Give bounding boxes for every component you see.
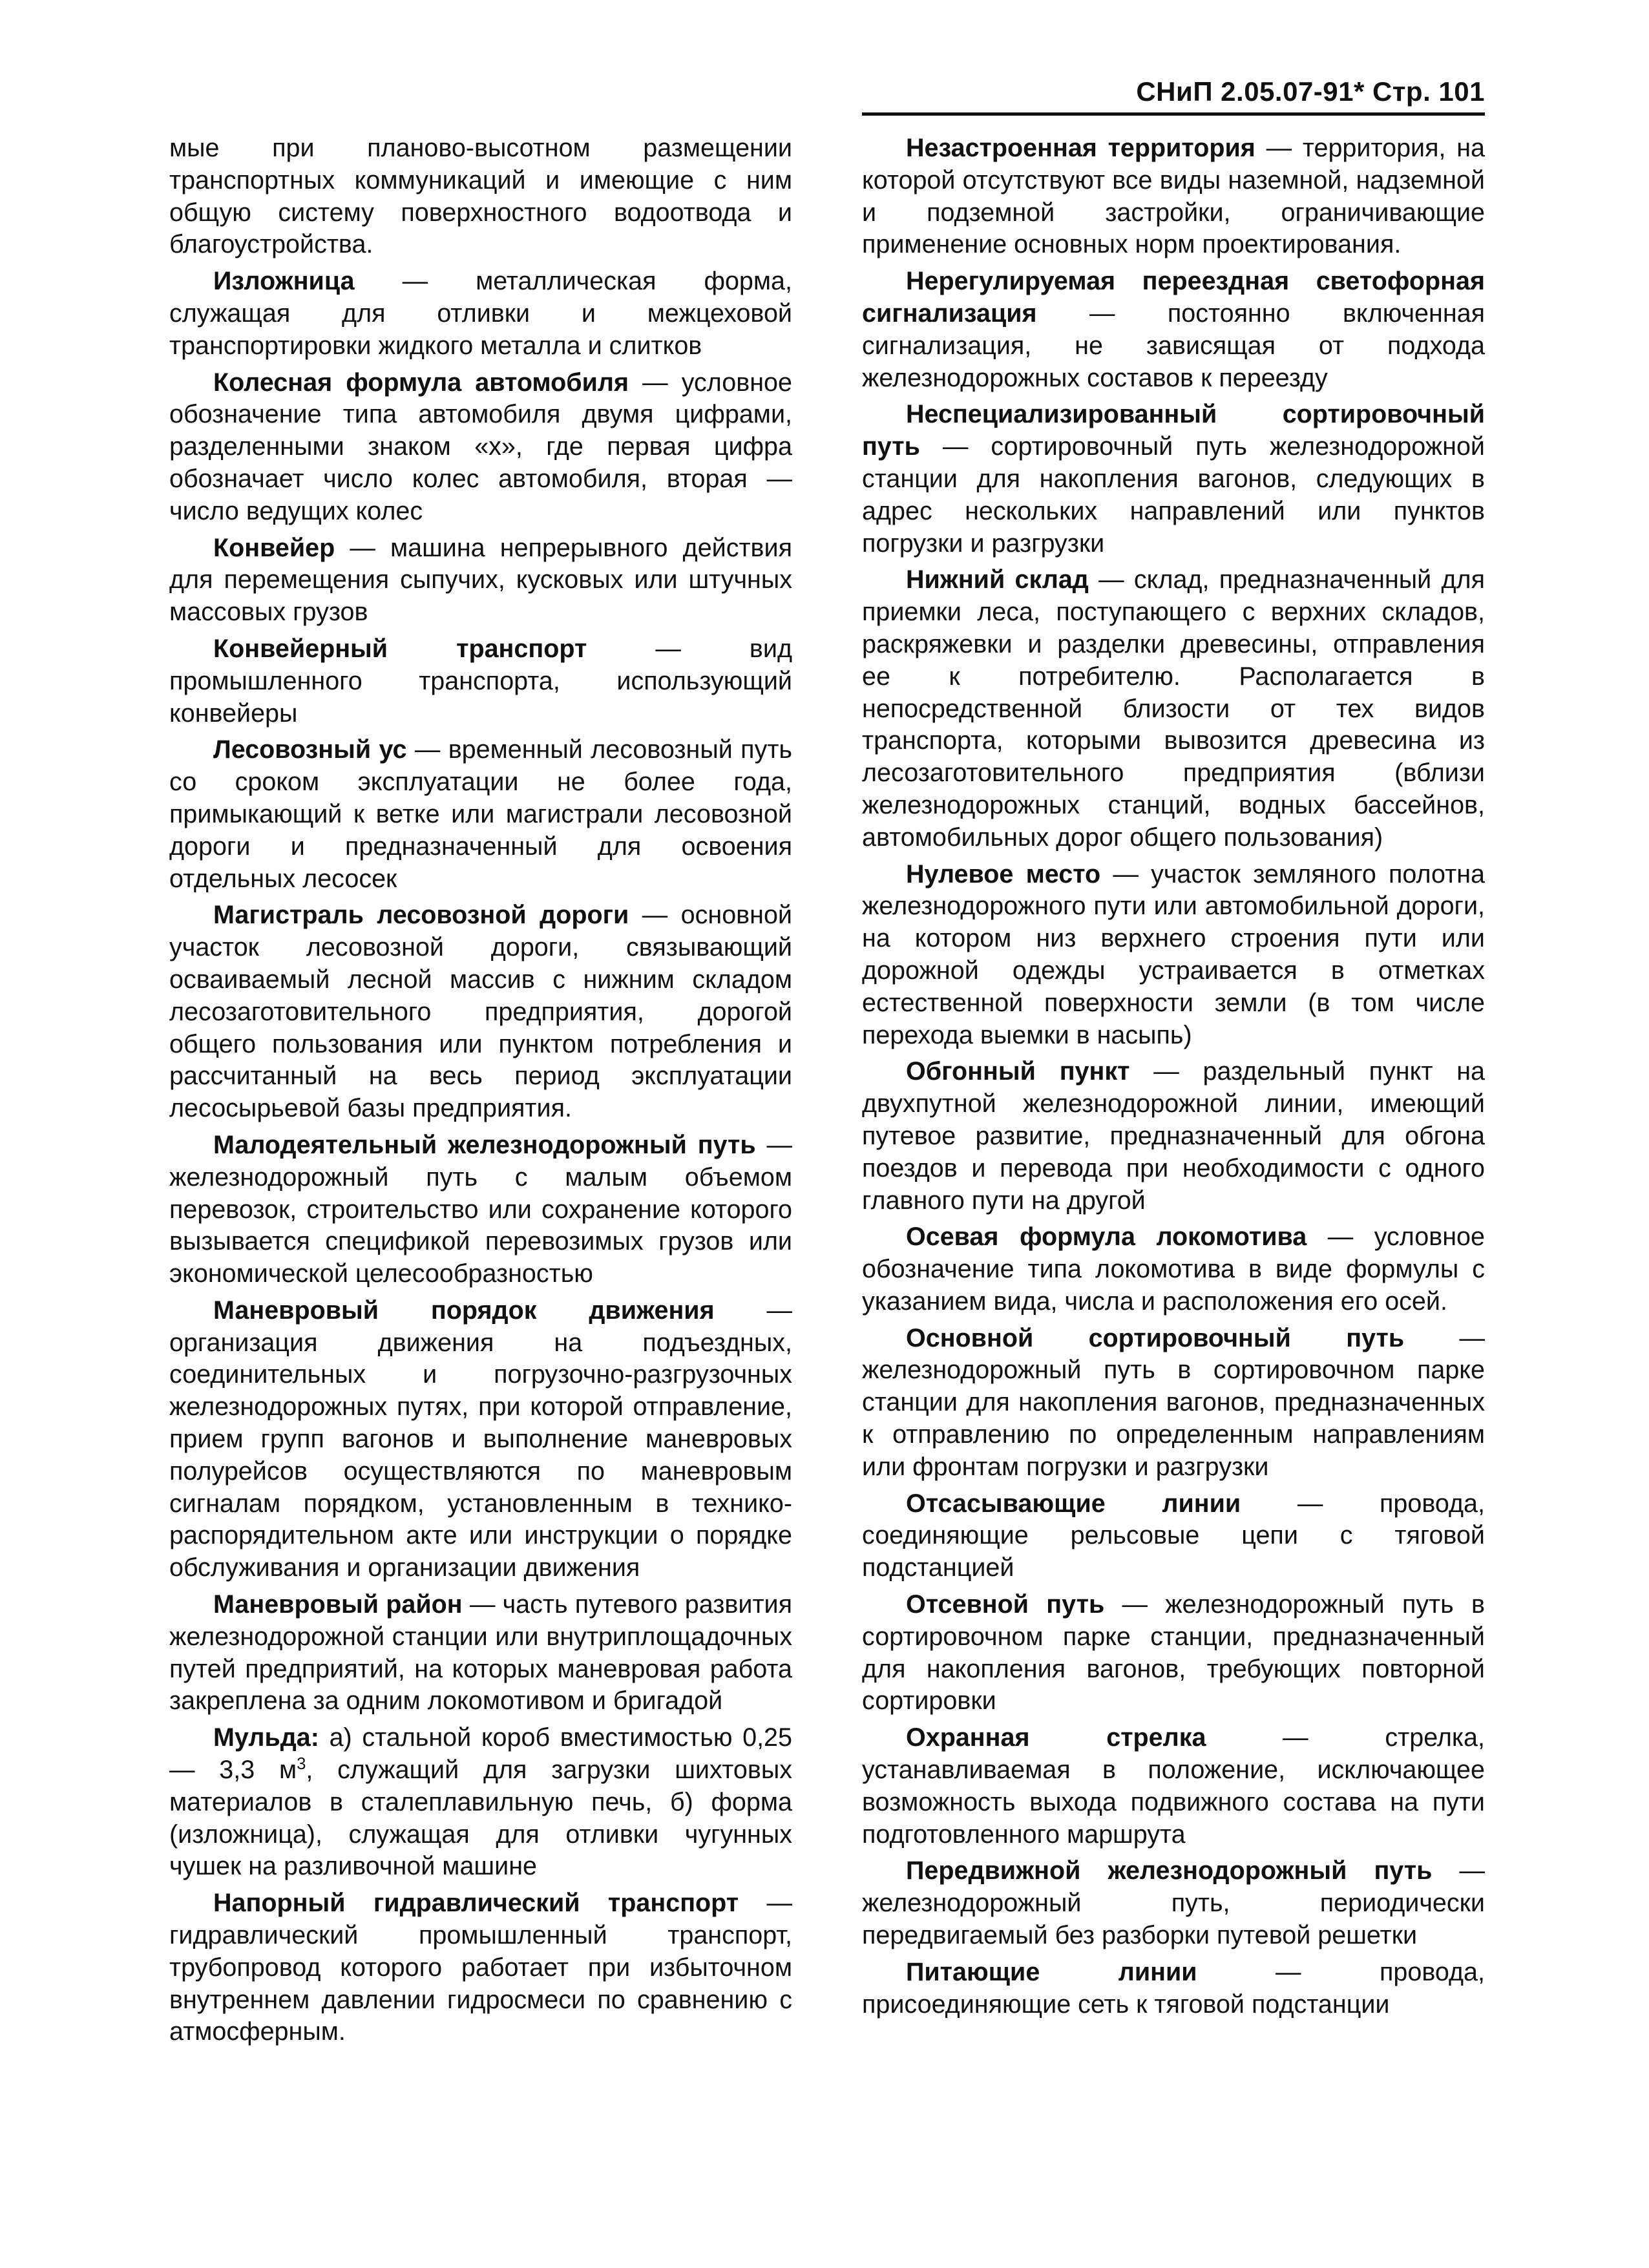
entry-term: Нерегулируемая переездная светофорная сигнализация xyxy=(862,267,1485,328)
glossary-entry xyxy=(862,564,1485,854)
entry-term: Питающие линии xyxy=(906,1957,1197,1986)
glossary-entry xyxy=(169,367,792,528)
entry-text: — вид промышленного транспорта, использующий конвейеры xyxy=(169,634,792,728)
entry-text: а) стальной короб вместимостью 0,25 — 3,3 м xyxy=(169,1723,792,1785)
glossary-entry xyxy=(862,399,1485,560)
glossary-entry xyxy=(862,1855,1485,1951)
entry-text: — территория, на которой отсутствуют все виды наземной, надземной и подземной застройки, ограничивающие применение основных норм проектирования. xyxy=(862,134,1485,259)
glossary-entry xyxy=(862,1957,1485,2021)
glossary-entry xyxy=(862,1323,1485,1484)
entry-text: — участок земляного полотна железнодорожного пути или автомобильной дороги, на котором низ верхнего строения пути или дорожной одежды устраивается в отметках естественной поверхности земли (в том числе перехода выемки в насыпь) xyxy=(862,859,1485,1049)
entry-term: Осевая формула локомотива xyxy=(906,1223,1307,1252)
glossary-entry xyxy=(862,132,1485,261)
entry-text: — организация движения на подъездных, соединительных и погрузочно-разгрузочных железнодорожных путях, при которой отправление, прием групп вагонов и выполнение маневровых полурейсов осуществляются по маневровым сигналам порядком, установленным в технико-распорядительном акте или инструкции о порядке обслуживания и организации движения xyxy=(169,1296,793,1582)
entry-term: Основной сортировочный путь xyxy=(906,1323,1405,1352)
entry-term: Колесная формула автомобиля xyxy=(213,368,629,397)
entry-text: — временный лесовозный путь со сроком эксплуатации не более года, примыкающий к ветке или магистрали лесовозной дороги и предназначенный для освоения отдельных лесосек xyxy=(169,735,792,893)
entry-text: — стрелка, устанавливаемая в положение, исключающее возможность выхода подвижного состава на пути подготовленного маршрута xyxy=(862,1723,1485,1849)
entry-term: Мульда: xyxy=(213,1723,319,1752)
entry-term: Конвейер xyxy=(213,533,335,562)
entry-term: Отсевной путь xyxy=(906,1590,1105,1619)
entry-text: — основной участок лесовозной дороги, связывающий осваиваемый лесной массив с нижним складом лесозаготовительного предприятия, дорогой общего пользования или пунктом потребления и рассчитанный на весь период эксплуатации лесосырьевой базы предприятия. xyxy=(169,901,792,1123)
entry-term: Изложница xyxy=(213,267,355,296)
glossary-entry xyxy=(169,1129,792,1290)
entry-text: — условное обозначение типа локомотива в виде формулы с указанием вида, числа и расположения его осей. xyxy=(862,1223,1485,1316)
entry-text: — сортировочный путь железнодорожной станции для накопления вагонов, следующих в адрес нескольких направлений или пунктов погрузки и разгрузки xyxy=(862,432,1485,558)
entry-text: — железнодорожный путь в сортировочном парке станции, предназначенный для накопления вагонов, требующих повторной сортировки xyxy=(862,1590,1485,1716)
glossary-entry xyxy=(862,1488,1485,1584)
entry-term: Нулевое место xyxy=(906,859,1101,888)
entry-term: Неспециализированный сортировочный путь xyxy=(862,400,1485,461)
glossary-entry xyxy=(169,266,792,362)
entry-term: Маневровый район xyxy=(213,1590,463,1619)
glossary-entry xyxy=(862,1221,1485,1318)
entry-text: — провода, присоединяющие сеть к тяговой подстанции xyxy=(862,1957,1485,2019)
glossary-entry-continuation xyxy=(169,132,792,261)
entry-text: мые при планово-высотном размещении транспортных коммуникаций и имеющие с ним общую систему поверхностного водоотвода и благоустройства. xyxy=(169,134,792,259)
glossary-entry xyxy=(169,734,792,895)
glossary-entry xyxy=(862,859,1485,1052)
entry-text: — часть путевого развития железнодорожной станции или внутриплощадочных путей предприятий, на которых маневровая работа закреплена за одним локомотивом и бригадой xyxy=(169,1590,792,1716)
entry-term: Магистраль лесовозной дороги xyxy=(213,901,629,930)
glossary-entry xyxy=(862,266,1485,394)
entry-term: Конвейерный транспорт xyxy=(213,634,587,663)
glossary-entry xyxy=(169,1722,792,1883)
entry-text: — провода, соединяющие рельсовые цепи с тяговой подстанцией xyxy=(862,1489,1485,1582)
left-column xyxy=(169,132,792,2053)
entry-term: Незастроенная территория xyxy=(906,134,1255,162)
glossary-entry xyxy=(169,532,792,629)
entry-term: Передвижной железнодорожный путь xyxy=(906,1856,1433,1885)
entry-text: — железнодорожный путь, периодически передвигаемый без разборки путевой решетки xyxy=(862,1856,1485,1950)
page-header: СНиП 2.05.07-91* Стр. 101 xyxy=(862,76,1485,116)
entry-text: — машина непрерывного действия для перемещения сыпучих, кусковых или штучных массовых грузов xyxy=(169,533,792,627)
entry-term: Обгонный пункт xyxy=(906,1057,1130,1086)
glossary-entry xyxy=(169,899,792,1125)
entry-term: Лесовозный ус xyxy=(213,735,407,764)
right-column xyxy=(862,132,1485,2025)
glossary-entry xyxy=(862,1589,1485,1717)
entry-text: — гидравлический промышленный транспорт, трубопровод которого работает при избыточном внутреннем давлении гидросмеси по сравнению с атмосферным. xyxy=(169,1889,793,2046)
glossary-entry xyxy=(169,1295,792,1584)
entry-term: Малодеятельный железнодорожный путь xyxy=(213,1130,756,1159)
entry-term: Напорный гидравлический транспорт xyxy=(213,1889,739,1918)
glossary-entry xyxy=(862,1722,1485,1851)
glossary-entry xyxy=(169,1589,792,1717)
entry-text: — склад, предназначенный для приемки леса, поступающего с верхних складов, раскряжевки и разделки древесины, отправления ее к потребителю. Располагается в непосредственной близости от тех видов транспорта, которыми вывозится древесина из лесозаготовительного предприятия (вблизи железнодорожных станций, водных бассейнов, автомобильных дорог общего пользования) xyxy=(862,565,1485,852)
entry-text: — постоянно включенная сигнализация, не зависящая от подхода железнодорожных составов к переезду xyxy=(862,299,1485,392)
superscript: 3 xyxy=(297,1754,306,1773)
glossary-entry xyxy=(169,633,792,730)
entry-text: — условное обозначение типа автомобиля двумя цифрами, разделенными знаком «х», где первая цифра обозначает число колес автомобиля, вторая — число ведущих колес xyxy=(169,368,792,525)
entry-term: Нижний склад xyxy=(906,565,1089,594)
entry-term: Отсасывающие линии xyxy=(906,1489,1241,1518)
entry-text: — железнодорожный путь с малым объемом перевозок, строительство или сохранение которого вызывается спецификой перевозимых грузов или экономической целесообразностью xyxy=(169,1130,792,1288)
entry-text: — раздельный пункт на двухпутной железнодорожной линии, имеющий путевое развитие, предназначенный для обгона поездов и перевода при необходимости с одного главного пути на другой xyxy=(862,1057,1485,1215)
entry-text: — металлическая форма, служащая для отливки и межцеховой транспортировки жидкого металла и слитков xyxy=(169,267,792,360)
glossary-entry xyxy=(169,1887,792,2048)
entry-text: — железнодорожный путь в сортировочном парке станции для накопления вагонов, предназначенных к отправлению по определенным направлениям или фронтам погрузки и разгрузки xyxy=(862,1323,1485,1481)
entry-text: , служащий для загрузки шихтовых материалов в сталеплавильную печь, б) форма (изложница), служащая для отливки чугунных чушек на разливочной машине xyxy=(169,1756,792,1881)
glossary-entry xyxy=(862,1056,1485,1217)
entry-term: Охранная стрелка xyxy=(906,1723,1206,1752)
entry-term: Маневровый порядок движения xyxy=(213,1296,715,1325)
